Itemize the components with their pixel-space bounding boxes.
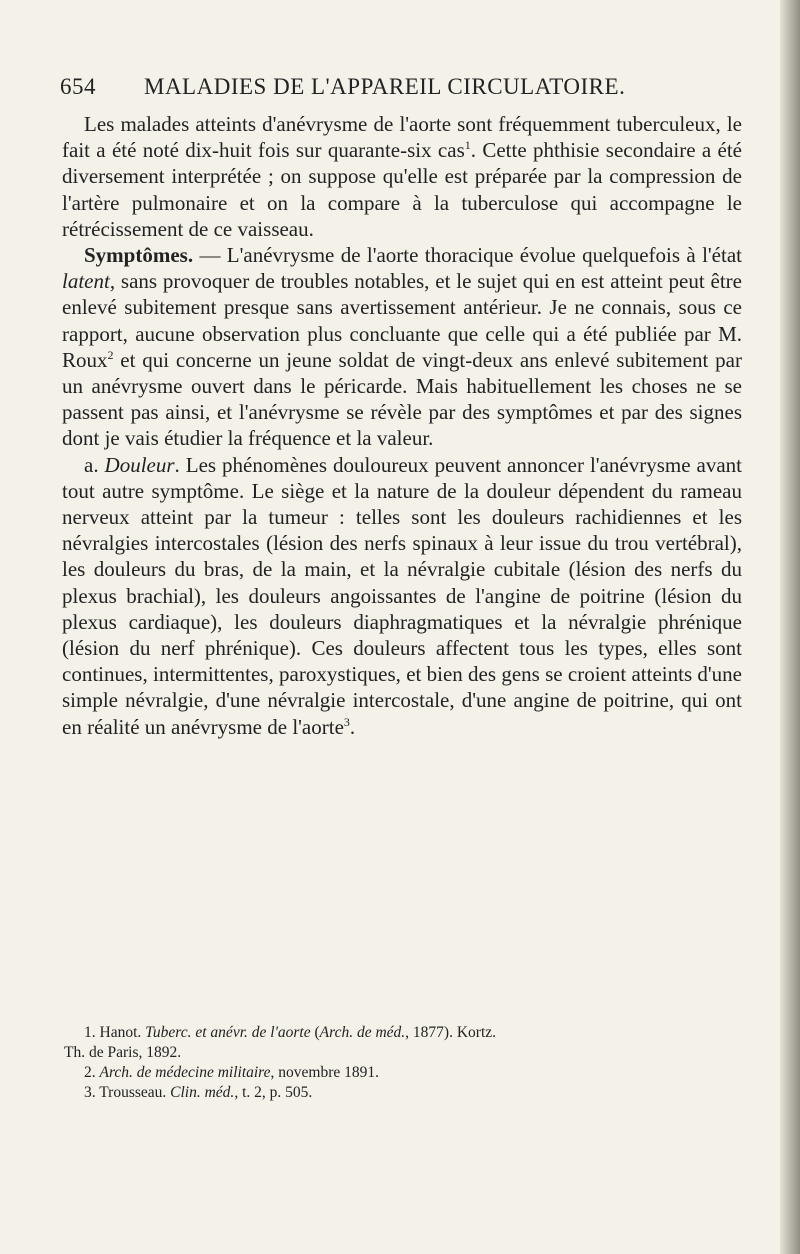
- paragraph-text: et qui concerne un jeune soldat de vingt-deux ans enlevé subitement par un anévrysme ouvert dans le péricarde. Mais habituellement les choses ne se passent pas ainsi, et l'anévrysme se révèle par des symptômes et par des signes dont je vais étudier la fréquence et la valeur.: [62, 347, 742, 451]
- paragraph-douleur: [62, 452, 742, 740]
- subsection-heading-douleur: Douleur: [104, 452, 175, 477]
- footnote-title: Clin. méd.: [170, 1084, 235, 1101]
- footnote-number: 3.: [84, 1084, 100, 1101]
- page-spine-edge: [780, 0, 800, 1254]
- paragraph-text: .: [349, 714, 356, 739]
- footnotes: [64, 1023, 744, 1103]
- footnote-text: , 1877). Kortz.: [405, 1024, 496, 1041]
- footnote-author: Hanot.: [99, 1024, 146, 1041]
- section-heading-symptomes: Symptômes.: [84, 243, 194, 268]
- paragraph-text: . Les phénomènes douloureux peuvent annoncer l'anévrysme avant tout autre symptôme. Le siège et la nature de la douleur dépendent du rameau nerveux atteint par la tumeur : telles sont les douleurs rachidiennes et les névralgies intercostales (lésion des nerfs spinaux à leur issue du trou vertébral), les douleurs du bras, de la main, et la névralgie cubitale (lésion des nerfs du plexus brachial), les douleurs angoissantes de l'angine de poitrine (lésion du plexus cardiaque), les douleurs diaphragmatiques et la névralgie phrénique (lésion du nerf phrénique). Ces douleurs affectent tous les types, elles sont continues, intermittentes, paroxystiques, et bien des gens se croient atteints d'une simple névralgie, d'une névralgie intercostale, d'une angine de poitrine, qui ont en réalité un anévrysme de l'aorte: [62, 452, 742, 739]
- footnote-journal: Arch. de méd.: [319, 1024, 406, 1041]
- footnote-1: [84, 1023, 744, 1043]
- paragraph-symptoms: [62, 242, 742, 452]
- footnote-text: , t. 2, p. 505.: [234, 1084, 313, 1101]
- paragraph-tuberculosis: [62, 111, 742, 242]
- paragraph-text: — L'anévrysme de l'aorte thoracique évolue quelquefois à l'état: [193, 243, 742, 268]
- footnote-1-continued: Th. de Paris, 1892.: [64, 1044, 182, 1061]
- footnote-ref-3: 3: [343, 714, 350, 729]
- footnote-title: Tuberc. et anévr. de l'aorte: [145, 1024, 311, 1041]
- footnote-author: Trousseau.: [99, 1084, 171, 1101]
- list-label: a.: [84, 452, 105, 477]
- page-number: 654: [60, 74, 96, 99]
- footnote-2: [84, 1063, 744, 1083]
- footnote-ref-1: 1: [464, 138, 471, 153]
- italic-term-latent: latent: [62, 269, 110, 294]
- footnote-number: 2.: [84, 1064, 100, 1081]
- footnote-3: [84, 1083, 744, 1103]
- main-text: [62, 111, 742, 740]
- running-title: MALADIES DE L'APPAREIL CIRCULATOIRE.: [144, 74, 626, 99]
- paragraph-text: . Cette phthisie secondaire a été diversement interprétée ; on suppose qu'elle est préparée par la compression de l'artère pulmonaire et on la compare à la tuberculose qui accompagne le rétrécissement de ce vaisseau.: [62, 138, 742, 241]
- footnote-journal: Arch. de médecine militaire: [99, 1064, 271, 1081]
- page-header: [60, 74, 740, 102]
- footnote-text: (: [310, 1024, 320, 1041]
- footnote-text: , novembre 1891.: [270, 1064, 379, 1081]
- footnote-number: 1.: [84, 1024, 100, 1041]
- footnote-ref-2: 2: [107, 347, 114, 362]
- paragraph-text: Les malades atteints d'anévrysme de l'aorte sont fréquemment tuberculeux, le fait a été noté dix-huit fois sur quarante-six cas: [62, 112, 742, 163]
- paragraph-text: , sans provoquer de troubles notables, et le sujet qui en est atteint peut être enlevé subitement presque sans avertissement antérieur. Je ne connais, sous ce rapport, aucune observation plus concluante que celle qui a été publiée par M. Roux: [62, 269, 742, 372]
